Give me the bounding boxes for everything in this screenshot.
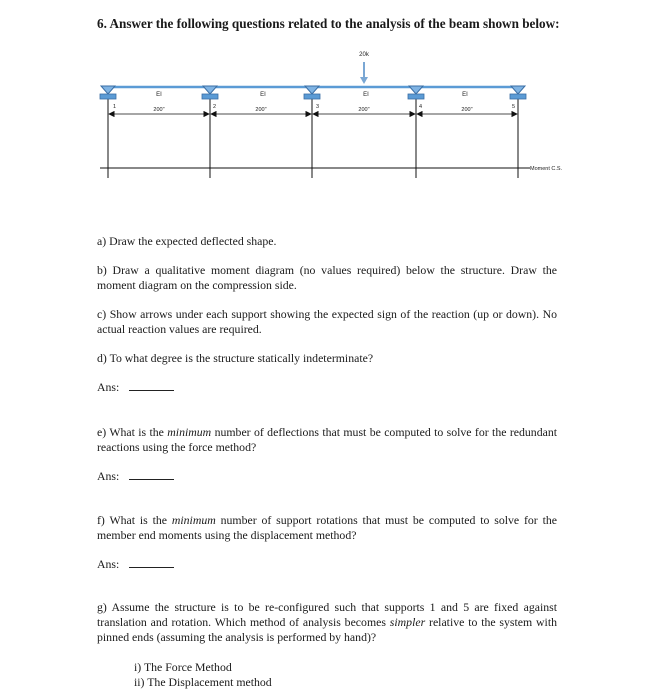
support-4 (408, 86, 424, 99)
option-force-method[interactable]: i) The Force Method (134, 660, 232, 674)
support-2 (202, 86, 218, 99)
support-number: 3 (316, 104, 320, 110)
support-5 (510, 86, 526, 99)
ans-label: Ans: (97, 557, 120, 571)
support-1 (100, 86, 116, 99)
question-c: c) Show arrows under each support showing the expected sign of the reaction (up or down). No actual reaction values are required. (97, 307, 557, 336)
question-title: 6. Answer the following questions related to the analysis of the beam shown below: (97, 16, 560, 31)
load-arrow-head (360, 77, 368, 84)
question-e: e) What is the minimum number of deflections that must be computed to solve for the redundant reactions using the force method? (97, 425, 557, 454)
emphasis: minimum (171, 513, 216, 527)
load-label: 20k (359, 52, 369, 58)
ans-label: Ans: (97, 380, 120, 394)
span-label: 200" (255, 107, 267, 113)
answer-blank-e[interactable] (129, 470, 174, 480)
ei-label: EI (363, 92, 369, 98)
question-g: g) Assume the structure is to be re-configured such that supports 1 and 5 are fixed against translation and rotation. Which method of analysis becomes simpler relative to the system with pinned ends (assuming the analysis is performed by hand)? (97, 600, 557, 644)
answer-blank-d[interactable] (129, 381, 174, 391)
answer-blank-f[interactable] (129, 558, 174, 568)
support-number: 2 (213, 104, 217, 110)
support-number: 5 (512, 104, 516, 110)
support-number: 1 (113, 104, 117, 110)
span-label: 200" (153, 107, 165, 113)
moment-label: Moment C.S. (530, 166, 563, 172)
emphasis: simpler (389, 615, 426, 629)
support-3 (304, 86, 320, 99)
answer-d (97, 380, 174, 395)
ans-label: Ans: (97, 469, 120, 483)
answer-e (97, 469, 174, 484)
emphasis: minimum (167, 425, 212, 439)
support-vertical-lines (108, 98, 518, 178)
span-label: 200" (358, 107, 370, 113)
question-f: f) What is the minimum number of support rotations that must be computed to solve for the member end moments using the displacement method? (97, 513, 557, 542)
beam-figure (0, 0, 651, 190)
question-d: d) To what degree is the structure statically indeterminate? (97, 351, 374, 365)
question-a: a) Draw the expected deflected shape. (97, 234, 277, 248)
ei-label: EI (260, 92, 266, 98)
support-number: 4 (419, 104, 423, 110)
ei-label: EI (462, 92, 468, 98)
span-label: 200" (461, 107, 473, 113)
answer-f (97, 557, 174, 572)
option-displacement-method[interactable]: ii) The Displacement method (134, 675, 272, 689)
question-b: b) Draw a qualitative moment diagram (no values required) below the structure. Draw the moment diagram on the compression side. (97, 263, 557, 292)
ei-label: EI (156, 92, 162, 98)
